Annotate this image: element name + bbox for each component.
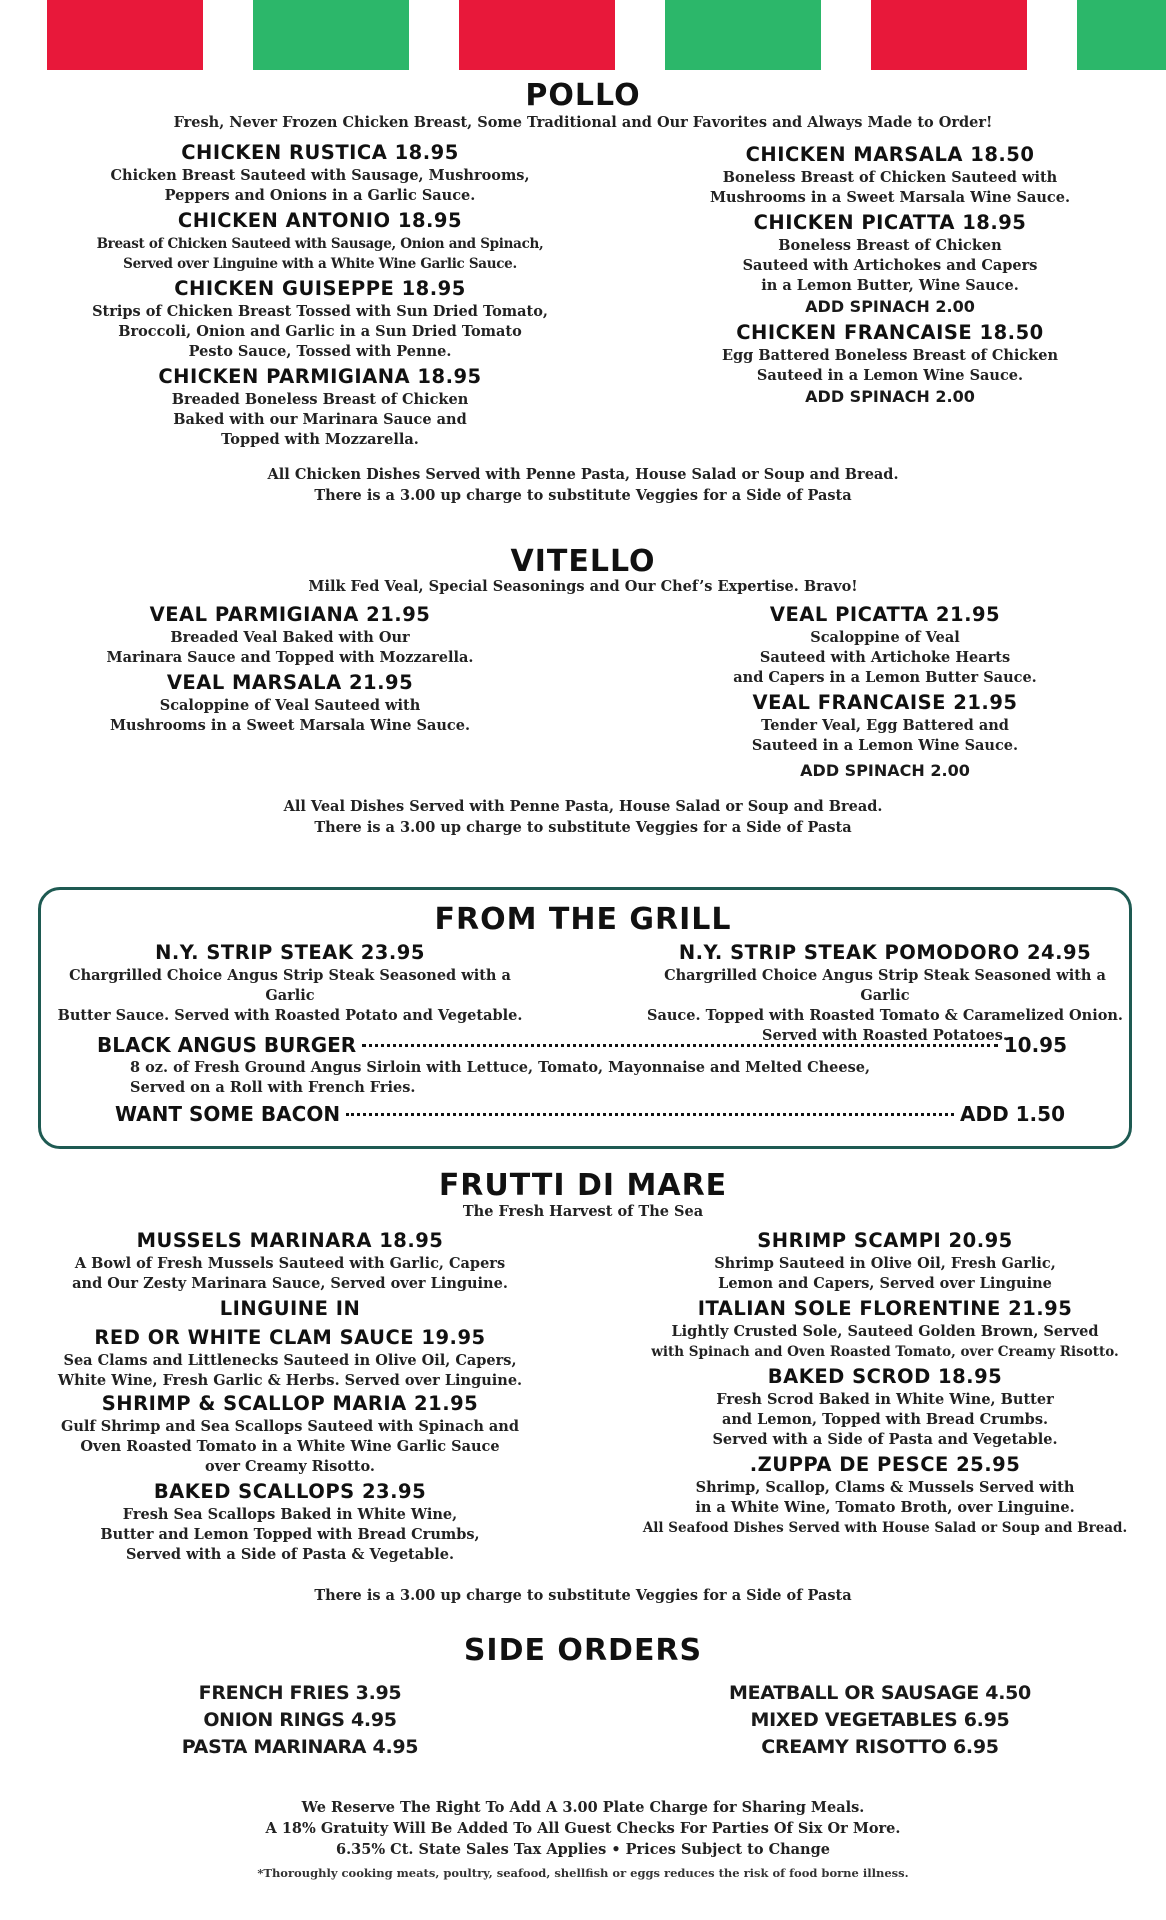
sides-column-right (700, 1680, 1060, 1761)
item-desc: Mushrooms in a Sweet Marsala Wine Sauce. (710, 189, 1070, 206)
flag-red-block (871, 0, 1027, 70)
item-desc: Pesto Sauce, Tossed with Penne. (188, 343, 452, 360)
menu-item (50, 1228, 530, 1294)
footer-line: 6.35% Ct. State Sales Tax Applies • Prices Subject to Change (336, 1841, 830, 1858)
menu-column-right (680, 602, 1090, 782)
item-desc: over Creamy Risotto. (205, 1458, 375, 1475)
section-subtitle: The Fresh Harvest of The Sea (462, 1203, 704, 1220)
section-subtitle: Fresh, Never Frozen Chicken Breast, Some Traditional and Our Favorites and Always Made to Order! (173, 114, 993, 131)
item-desc: in a Lemon Butter, Wine Sauce. (761, 277, 1019, 294)
item-desc: Boneless Breast of Chicken (778, 237, 1002, 254)
item-desc: Fresh Scrod Baked in White Wine, Butter (716, 1391, 1054, 1408)
menu-item (620, 1296, 1150, 1362)
item-desc: A Bowl of Fresh Mussels Sauteed with Garlic, Capers (74, 1255, 506, 1272)
item-desc: Butter and Lemon Topped with Bread Crumbs, (100, 1526, 480, 1543)
item-desc: White Wine, Fresh Garlic & Herbs. Served over Linguine. (57, 1372, 523, 1389)
item-desc: Sea Clams and Littlenecks Sauteed in Olive Oil, Capers, (63, 1352, 517, 1369)
menu-item (620, 1364, 1150, 1450)
item-name: CHICKEN ANTONIO 18.95 (177, 209, 463, 232)
item-addon: ADD SPINACH 2.00 (805, 387, 975, 406)
section-title: SIDE ORDERS (463, 1633, 703, 1668)
menu-item (40, 276, 600, 362)
item-desc: Breast of Chicken Sauteed with Sausage, Onion and Spinach, (96, 236, 544, 252)
item-desc: Scaloppine of Veal Sauteed with (159, 697, 421, 714)
menu-item (680, 690, 1090, 782)
item-name: LINGUINE IN (219, 1297, 361, 1320)
flag-green-block (253, 0, 409, 70)
menu-item (50, 1391, 530, 1477)
item-desc: and Lemon, Topped with Bread Crumbs. (721, 1411, 1049, 1428)
item-desc: Oven Roasted Tomato in a White Wine Garlic Sauce (80, 1438, 500, 1455)
item-desc: Served with a Side of Pasta & Vegetable. (125, 1546, 455, 1563)
item-desc: Chargrilled Choice Angus Strip Steak Seasoned with a Garlic (69, 967, 511, 1004)
flag-red-block (47, 0, 203, 70)
item-desc: Shrimp Sauteed in Olive Oil, Fresh Garlic, (714, 1255, 1056, 1272)
menu-item (640, 940, 1130, 1046)
item-desc: Sauteed in a Lemon Wine Sauce. (756, 367, 1024, 384)
note-line: All Chicken Dishes Served with Penne Pasta, House Salad or Soup and Bread. (267, 466, 899, 483)
item-name: RED OR WHITE CLAM SAUCE 19.95 (94, 1326, 486, 1349)
flag-red-block (459, 0, 615, 70)
item-name: BLACK ANGUS BURGER (97, 1033, 357, 1057)
item-desc: 8 oz. of Fresh Ground Angus Sirloin with Lettuce, Tomato, Mayonnaise and Melted Cheese, (130, 1059, 871, 1076)
side-item: MEATBALL OR SAUSAGE 4.50 (729, 1682, 1031, 1704)
burger-desc (130, 1058, 930, 1098)
section-title: POLLO (525, 78, 641, 113)
item-addon: ADD SPINACH 2.00 (805, 297, 975, 316)
item-desc: Topped with Mozzarella. (221, 431, 419, 448)
item-desc: Sauteed with Artichoke Hearts (759, 649, 1011, 666)
item-name: .ZUPPA DE PESCE 25.95 (749, 1453, 1021, 1476)
menu-item (60, 670, 520, 736)
menu-item (55, 940, 525, 1026)
menu-item (640, 320, 1140, 408)
item-desc: Sauteed in a Lemon Wine Sauce. (751, 737, 1019, 754)
item-name: CHICKEN FRANCAISE 18.50 (736, 321, 1044, 344)
item-name: CHICKEN GUISEPPE 18.95 (174, 277, 466, 300)
dot-leader (362, 1044, 998, 1047)
item-desc: Breaded Veal Baked with Our (170, 629, 410, 646)
item-desc: with Spinach and Oven Roasted Tomato, over Creamy Risotto. (651, 1344, 1119, 1360)
sides-column-left (120, 1680, 480, 1761)
note-line: There is a 3.00 up charge to substitute Veggies for a Side of Pasta (314, 487, 852, 504)
item-desc: and Capers in a Lemon Butter Sauce. (733, 669, 1037, 686)
menu-item (60, 602, 520, 668)
item-desc: Served with Roasted Potatoes. (762, 1027, 1008, 1044)
item-desc: Served with a Side of Pasta and Vegetable. (712, 1431, 1058, 1448)
item-desc: All Seafood Dishes Served with House Salad or Soup and Bread. (642, 1520, 1128, 1536)
item-name: BAKED SCROD 18.95 (767, 1365, 1003, 1388)
item-addon: ADD SPINACH 2.00 (800, 761, 970, 780)
item-desc: Lemon and Capers, Served over Linguine (718, 1275, 1052, 1292)
menu-item (620, 1452, 1150, 1538)
menu-item (50, 1296, 530, 1391)
menu-item (680, 602, 1090, 688)
side-item: ONION RINGS 4.95 (203, 1709, 397, 1731)
menu-column-left (50, 1228, 530, 1565)
item-desc: Baked with our Marinara Sauce and (173, 411, 467, 428)
item-name: N.Y. STRIP STEAK POMODORO 24.95 (678, 941, 1092, 964)
item-desc: Tender Veal, Egg Battered and (761, 717, 1009, 734)
menu-item (40, 208, 600, 274)
note-line: All Veal Dishes Served with Penne Pasta, House Salad or Soup and Bread. (283, 798, 883, 815)
item-name: VEAL FRANCAISE 21.95 (752, 691, 1018, 714)
menu-item (620, 1228, 1150, 1294)
item-name: MUSSELS MARINARA 18.95 (136, 1229, 444, 1252)
item-price: ADD 1.50 (960, 1102, 1065, 1126)
item-desc: Sauteed with Artichokes and Capers (742, 257, 1038, 274)
item-name: VEAL MARSALA 21.95 (166, 671, 414, 694)
bacon-line (115, 1102, 1065, 1126)
food-safety-disclaimer: *Thoroughly cooking meats, poultry, seafood, shellfish or eggs reduces the risk of food borne illness. (257, 1866, 909, 1880)
item-desc: Scaloppine of Veal (810, 629, 960, 646)
section-note (0, 464, 1166, 506)
section-note (0, 796, 1166, 838)
side-item: PASTA MARINARA 4.95 (181, 1736, 419, 1758)
item-desc: and Our Zesty Marinara Sauce, Served over Linguine. (72, 1275, 508, 1292)
item-desc: Sauce. Topped with Roasted Tomato & Caramelized Onion. (647, 1007, 1123, 1024)
item-name: VEAL PARMIGIANA 21.95 (149, 603, 431, 626)
item-desc: Fresh Sea Scallops Baked in White Wine, (122, 1506, 458, 1523)
item-desc: Marinara Sauce and Topped with Mozzarella. (106, 649, 474, 666)
side-item: FRENCH FRIES 3.95 (198, 1682, 402, 1704)
menu-item (640, 210, 1140, 318)
item-desc: Chargrilled Choice Angus Strip Steak Seasoned with a Garlic (664, 967, 1106, 1004)
dot-leader (346, 1113, 954, 1116)
menu-column-right (640, 142, 1140, 408)
item-name: N.Y. STRIP STEAK 23.95 (155, 941, 425, 964)
menu-column-left (55, 940, 525, 1026)
item-desc: Lightly Crusted Sole, Sauteed Golden Brown, Served (671, 1323, 1099, 1340)
item-desc: Broccoli, Onion and Garlic in a Sun Dried Tomato (118, 323, 522, 340)
item-name: VEAL PICATTA 21.95 (769, 603, 1001, 626)
item-price: 10.95 (1003, 1033, 1067, 1057)
item-desc: Served on a Roll with French Fries. (130, 1079, 416, 1096)
section-subtitle: Milk Fed Veal, Special Seasonings and Our Chef’s Expertise. Bravo! (308, 578, 858, 595)
menu-item (640, 142, 1140, 208)
item-name: CHICKEN RUSTICA 18.95 (181, 141, 459, 164)
menu-column-right (620, 1228, 1150, 1538)
menu-column-right (640, 940, 1130, 1046)
side-item: MIXED VEGETABLES 6.95 (750, 1709, 1010, 1731)
section-title: VITELLO (510, 544, 656, 579)
item-name: CHICKEN PICATTA 18.95 (753, 211, 1027, 234)
footer-line: We Reserve The Right To Add A 3.00 Plate Charge for Sharing Meals. (301, 1799, 865, 1816)
item-name: CHICKEN MARSALA 18.50 (745, 143, 1035, 166)
item-desc: Served over Linguine with a White Wine Garlic Sauce. (123, 256, 517, 272)
item-name: SHRIMP SCAMPI 20.95 (757, 1229, 1013, 1252)
footer-notes (0, 1797, 1166, 1860)
item-desc: Breaded Boneless Breast of Chicken (171, 391, 469, 408)
item-name: CHICKEN PARMIGIANA 18.95 (158, 365, 482, 388)
item-name: WANT SOME BACON (115, 1102, 341, 1126)
note-line: There is a 3.00 up charge to substitute Veggies for a Side of Pasta (314, 819, 852, 836)
item-desc: Butter Sauce. Served with Roasted Potato and Vegetable. (57, 1007, 523, 1024)
item-desc: Strips of Chicken Breast Tossed with Sun Dried Tomato, (92, 303, 548, 320)
item-desc: Egg Battered Boneless Breast of Chicken (721, 347, 1059, 364)
side-item: CREAMY RISOTTO 6.95 (761, 1736, 999, 1758)
menu-column-left (60, 602, 520, 736)
section-title: FRUTTI DI MARE (438, 1168, 728, 1203)
flag-green-block (665, 0, 821, 70)
section-title: FROM THE GRILL (434, 902, 732, 937)
menu-column-left (40, 140, 600, 450)
menu-item (50, 1479, 530, 1565)
footer-line: A 18% Gratuity Will Be Added To All Guest Checks For Parties Of Six Or More. (265, 1820, 901, 1837)
item-name: BAKED SCALLOPS 23.95 (153, 1480, 427, 1503)
flag-green-block (1077, 0, 1166, 70)
item-desc: Gulf Shrimp and Sea Scallops Sauteed with Spinach and (61, 1418, 519, 1435)
item-desc: Chicken Breast Sauteed with Sausage, Mushrooms, (110, 167, 530, 184)
section-note: There is a 3.00 up charge to substitute Veggies for a Side of Pasta (314, 1587, 852, 1604)
item-name: ITALIAN SOLE FLORENTINE 21.95 (697, 1297, 1073, 1320)
item-desc: Peppers and Onions in a Garlic Sauce. (164, 187, 476, 204)
menu-item (40, 364, 600, 450)
item-desc: Mushrooms in a Sweet Marsala Wine Sauce. (110, 717, 470, 734)
item-desc: Boneless Breast of Chicken Sauteed with (722, 169, 1058, 186)
item-desc: Shrimp, Scallop, Clams & Mussels Served with (695, 1479, 1075, 1496)
menu-item (40, 140, 600, 206)
burger-line (97, 1033, 1067, 1057)
item-name: SHRIMP & SCALLOP MARIA 21.95 (101, 1392, 479, 1415)
item-desc: in a White Wine, Tomato Broth, over Linguine. (695, 1499, 1075, 1516)
